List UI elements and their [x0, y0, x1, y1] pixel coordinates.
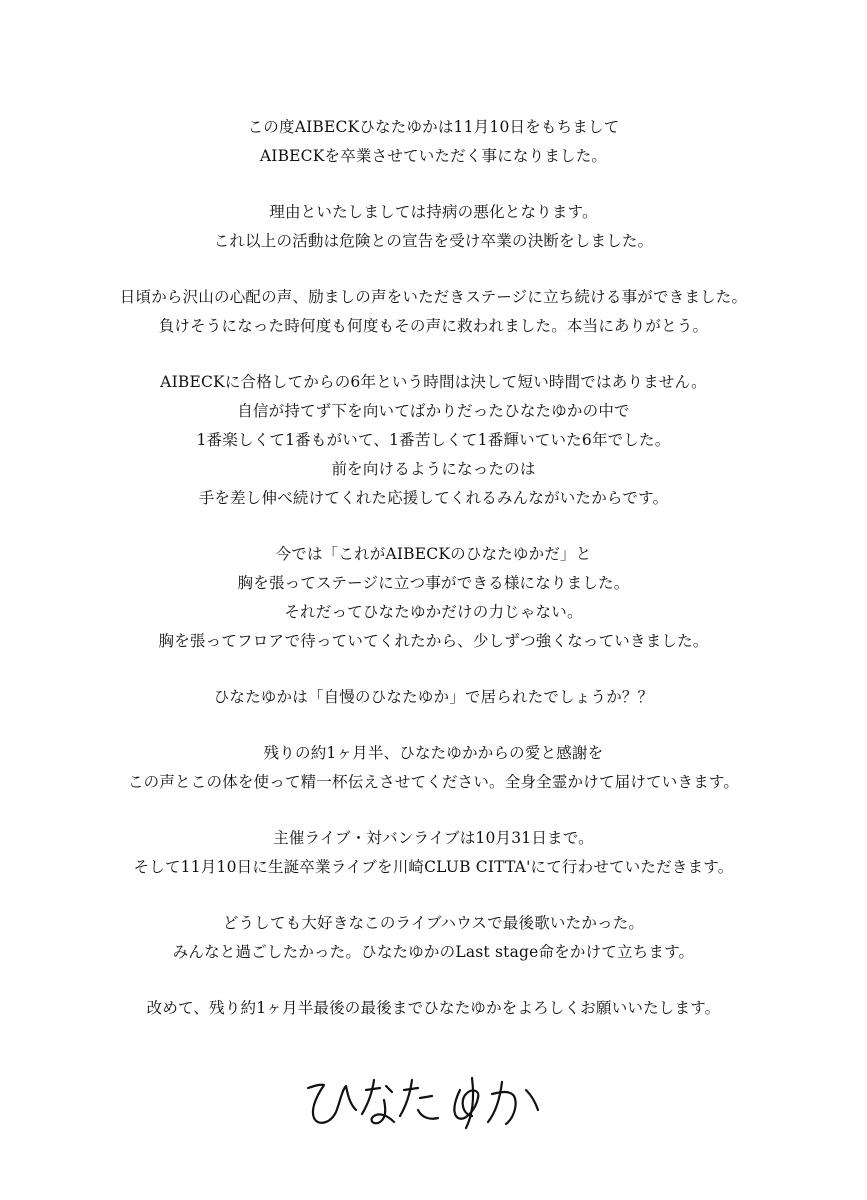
- letter-line: どうしても大好きなこのライブハウスで最後歌いたかった。: [222, 914, 645, 932]
- handwritten-signature: [300, 1060, 560, 1140]
- letter-line: 負けそうになった時何度も何度もその声に救われました。本当にありがとう。: [158, 317, 709, 335]
- letter-line: AIBECKを卒業させていただく事になりました。: [259, 147, 608, 165]
- paragraph-reason: [0, 198, 867, 256]
- letter-line: 今では「これがAIBECKのひなたゆかだ」と: [275, 545, 592, 563]
- letter-line: ひなたゆかは「自慢のひなたゆか」で居られたでしょうか？？: [213, 688, 654, 706]
- letter-line: 1番楽しくて1番もがいて、1番苦しくて1番輝いていた6年でした。: [196, 431, 671, 449]
- paragraph-closing: [0, 994, 867, 1023]
- letter-line: AIBECKに合格してからの6年という時間は決して短い時間ではありません。: [160, 373, 707, 391]
- letter-line: そして11月10日に生誕卒業ライブを川崎CLUB CITTA'にて行わせていただきます。: [133, 858, 734, 876]
- letter-line: 残りの約1ヶ月半、ひなたゆかからの愛と感謝を: [263, 744, 604, 762]
- letter-body: [0, 113, 867, 1050]
- letter-line: 日頃から沢山の心配の声、励ましの声をいただきステージに立ち続ける事ができました。: [119, 288, 748, 306]
- letter-line: 主催ライブ・対バンライブは10月31日まで。: [273, 829, 594, 847]
- letter-line: 理由といたしましては持病の悪化となります。: [269, 203, 598, 221]
- letter-line: これ以上の活動は危険との宣告を受け卒業の決断をしました。: [213, 232, 654, 250]
- letter-line: みんなと過ごしたかった。ひなたゆかのLast stage命をかけて立ちます。: [172, 943, 695, 961]
- letter-line: 手を差し伸べ続けてくれた応援してくれるみんながいたからです。: [198, 489, 669, 507]
- paragraph-remaining: [0, 739, 867, 797]
- letter-line: この度AIBECKひなたゆかは11月10日をもちまして: [247, 118, 620, 136]
- paragraph-question: [0, 683, 867, 712]
- letter-line: 胸を張ってフロアで待っていてくれたから、少しずつ強くなっていきました。: [158, 632, 709, 650]
- paragraph-announcement: [0, 113, 867, 171]
- paragraph-six-years: [0, 368, 867, 513]
- paragraph-livehouse: [0, 909, 867, 967]
- letter-line: 前を向けるようになったのは: [331, 460, 536, 478]
- letter-line: それだってひなたゆかだけの力じゃない。: [284, 603, 583, 621]
- paragraph-schedule: [0, 824, 867, 882]
- paragraph-proud: [0, 540, 867, 656]
- paragraph-thanks: [0, 283, 867, 341]
- letter-line: 改めて、残り約1ヶ月半最後の最後までひなたゆかをよろしくお願いいたします。: [146, 999, 721, 1017]
- letter-line: この声とこの体を使って精一杯伝えさせてください。全身全霊かけて届けていきます。: [127, 773, 740, 791]
- letter-line: 胸を張ってステージに立つ事ができる様になりました。: [237, 574, 630, 592]
- letter-line: 自信が持てず下を向いてばかりだったひなたゆかの中で: [237, 402, 630, 420]
